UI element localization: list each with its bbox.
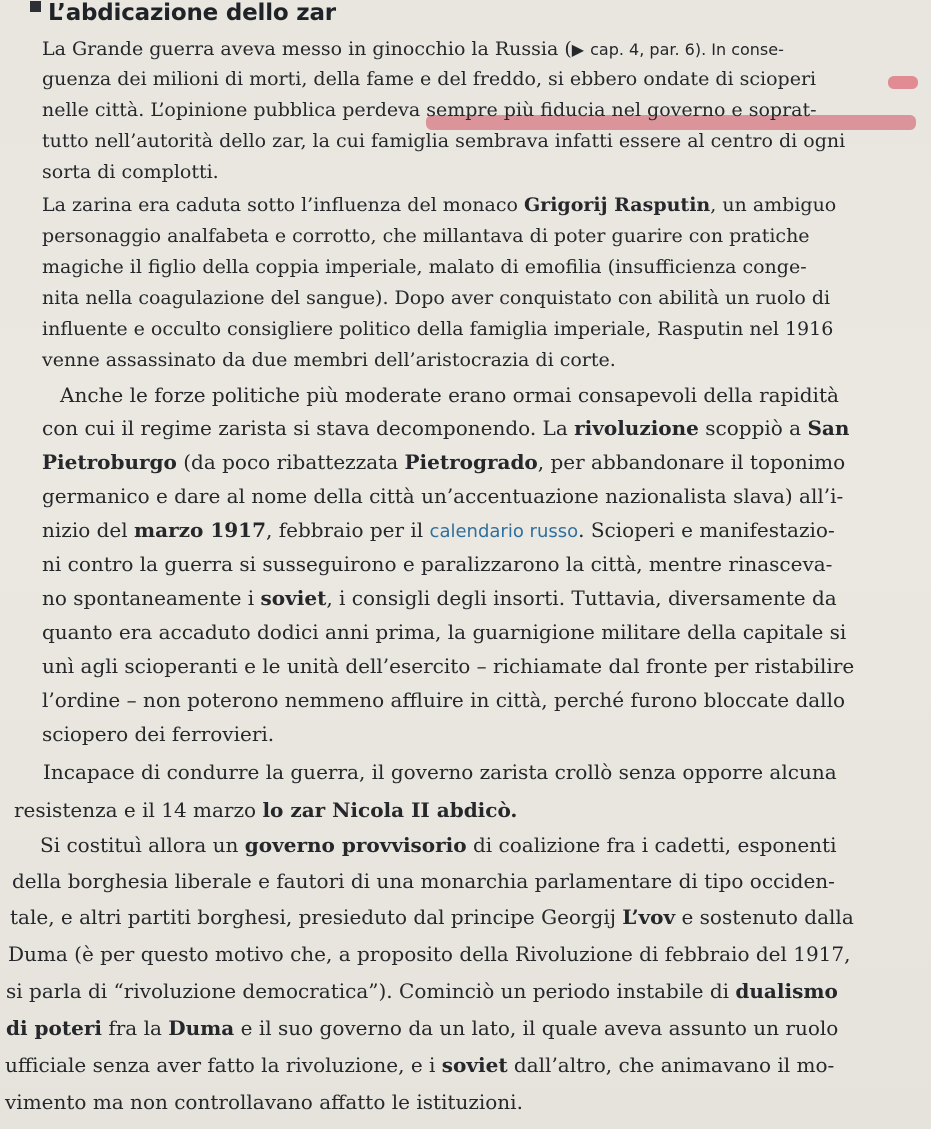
- text-line: sciopero dei ferrovieri.: [42, 722, 275, 746]
- text-line: l’ordine – non poterono nemmeno affluire in città, perché furono bloccate dallo: [42, 688, 846, 712]
- text-line: con cui il regime zarista si stava decomponendo. La rivoluzione scoppiò a San: [42, 416, 850, 440]
- text-line: di poteri fra la Duma e il suo governo da un lato, il quale aveva assunto un ruolo: [6, 1016, 839, 1040]
- text-line: tutto nell’autorità dello zar, la cui famiglia sembrava infatti essere al centro di ogni: [42, 130, 846, 152]
- text-line: vimento ma non controllavano affatto le istituzioni.: [5, 1090, 523, 1114]
- text-line: si parla di “rivoluzione democratica”). Cominciò un periodo instabile di dualismo: [6, 979, 838, 1003]
- text-line: Si costituì allora un governo provvisorio di coalizione fra i cadetti, esponenti: [40, 833, 837, 857]
- text-line: sorta di complotti.: [42, 161, 219, 183]
- text-line: unì agli scioperanti e le unità dell’esercito – richiamate dal fronte per ristabilire: [42, 654, 855, 678]
- text-line: no spontaneamente i soviet, i consigli degli insorti. Tuttavia, diversamente da: [42, 586, 837, 610]
- text-line: ni contro la guerra si susseguirono e paralizzarono la città, mentre rinasceva-: [42, 552, 833, 576]
- text-line: nita nella coagulazione del sangue). Dopo aver conquistato con abilità un ruolo di: [42, 287, 831, 309]
- text-line: nizio del marzo 1917, febbraio per il calendario russo. Scioperi e manifestazio-: [42, 518, 835, 542]
- triangle-pointer-icon: ▶: [571, 40, 585, 59]
- text-line: venne assassinato da due membri dell’aristocrazia di corte.: [42, 349, 616, 371]
- text-line: influente e occulto consigliere politico della famiglia imperiale, Rasputin nel 1916: [42, 318, 834, 340]
- text-line: magiche il figlio della coppia imperiale, malato di emofilia (insufficienza conge-: [42, 256, 807, 278]
- text-line: Anche le forze politiche più moderate erano ormai consapevoli della rapidità: [60, 383, 839, 407]
- text-line: germanico e dare al nome della città un’accentuazione nazionalista slava) all’i-: [42, 484, 844, 508]
- text-line: resistenza e il 14 marzo lo zar Nicola II abdicò.: [14, 798, 518, 822]
- text-line: tale, e altri partiti borghesi, presieduto dal principe Georgij L’vov e sostenuto dalla: [10, 905, 854, 929]
- text-line: Pietroburgo (da poco ribattezzata Pietrogrado, per abbandonare il toponimo: [42, 450, 846, 474]
- text-line: guenza dei milioni di morti, della fame e del freddo, si ebbero ondate di scioperi: [42, 68, 817, 90]
- text-line: La zarina era caduta sotto l’influenza del monaco Grigorij Rasputin, un ambiguo: [42, 194, 837, 216]
- text-line: quanto era accaduto dodici anni prima, la guarnigione militare della capitale si: [42, 620, 847, 644]
- text-line: della borghesia liberale e fautori di una monarchia parlamentare di tipo occiden-: [12, 869, 835, 893]
- text-line: La Grande guerra aveva messo in ginocchio la Russia (▶ cap. 4, par. 6). In conse-: [42, 38, 784, 60]
- text-line: nelle città. L’opinione pubblica perdeva sempre più fiducia nel governo e soprat-: [42, 99, 817, 121]
- text-line: ufficiale senza aver fatto la rivoluzione, e i soviet dall’altro, che animavano il mo-: [5, 1053, 835, 1077]
- text-line: Incapace di condurre la guerra, il governo zarista crollò senza opporre alcuna: [43, 760, 837, 784]
- highlight-marker: [888, 76, 918, 89]
- text-line: Duma (è per questo motivo che, a proposito della Rivoluzione di febbraio del 1917,: [8, 942, 851, 966]
- text-line: personaggio analfabeta e corrotto, che millantava di poter guarire con pratiche: [42, 225, 810, 247]
- square-bullet-icon: [30, 1, 41, 12]
- page-title: L’abdicazione dello zar: [48, 0, 336, 26]
